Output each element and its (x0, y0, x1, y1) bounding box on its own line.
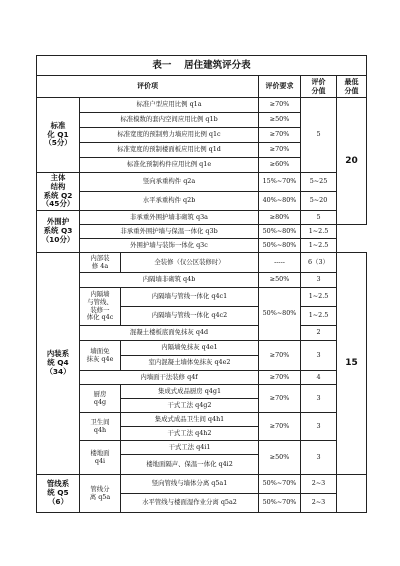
category-q5: 管线系 统 Q5 （6） (37, 475, 80, 513)
item-q4d: 混凝土楼板底面免抹灰 q4d (80, 326, 259, 341)
item-q4e2: 室内混凝土墙体免抹灰 q4e2 (121, 356, 259, 371)
header-min-score: 最低 分值 (337, 76, 367, 98)
item-q4i2: 楼地面隔声、保温一体化 q4i2 (121, 455, 259, 475)
item-q4b: 内隔墙非砌筑 q4b (80, 273, 259, 288)
item-q4i1: 干式工法 q4i1 (121, 441, 259, 455)
score-q4c1: 1~2.5 (301, 288, 337, 307)
item-q5a2: 水平管线与楼面湿作业分离 q5a2 (121, 494, 259, 513)
item-q4g2: 干式工法 q4g2 (121, 399, 259, 413)
item-q4c1: 内隔墙与管线一体化 q4c1 (121, 288, 259, 307)
score-q3b: 1~2.5 (301, 225, 337, 239)
item-q1d: 标准宽度的预制楼面板应用比例 q1d (80, 143, 259, 158)
score-q4b: 3 (301, 273, 337, 288)
req-q5a2: 50%~70% (259, 494, 301, 513)
score-q3c: 1~2.5 (301, 239, 337, 253)
item-q2b: 水平承重构件 q2b (80, 192, 259, 211)
item-q4e1: 内隔墙免抹灰 q4e1 (121, 341, 259, 356)
score-q2b: 5~20 (301, 192, 337, 211)
req-q4a: ----- (259, 253, 301, 273)
req-q4i: ≥50% (259, 441, 301, 475)
item-q1c: 标准宽度的预制剪力墙应用比例 q1c (80, 128, 259, 143)
score-q4a: 6（3） (301, 253, 337, 273)
item-q4c2: 内隔墙与管线一体化 q4c2 (121, 307, 259, 326)
item-q2a: 竖向承重构件 q2a (80, 173, 259, 192)
req-q5a1: 50%~70% (259, 475, 301, 494)
score-q1: 5 (301, 98, 337, 173)
item-q3b: 非承重外围护墙与保温一体化 q3b (80, 225, 259, 239)
item-q4a: 全装修（仅公区装修时） (121, 253, 259, 273)
min-score-q4: 15 (337, 253, 367, 475)
item-q1e: 标准化预制构件应用比例 q1e (80, 158, 259, 173)
req-q4c-q4d: 50%~80% (259, 288, 301, 341)
group-q4c: 内隔墙 与管线、 装修一 体化 q4c (80, 288, 121, 326)
header-item: 评价项 (37, 76, 259, 98)
group-q4i: 楼地面 q4i (80, 441, 121, 475)
req-q2a: 15%~70% (259, 173, 301, 192)
score-q4f: 4 (301, 371, 337, 385)
req-q1b: ≥50% (259, 113, 301, 128)
item-q1a: 标准户型应用比例 q1a (80, 98, 259, 113)
group-q4h: 卫生间 q4h (80, 413, 121, 441)
req-q4h: ≥70% (259, 413, 301, 441)
req-q1c: ≥70% (259, 128, 301, 143)
table-title: 表一 居住建筑评分表 (37, 56, 367, 76)
item-q4h2: 干式工法 q4h2 (121, 427, 259, 441)
req-q1a: ≥70% (259, 98, 301, 113)
req-q4g: ≥70% (259, 385, 301, 413)
min-score-q5 (337, 475, 367, 513)
group-q4a: 内部装 修 4a (80, 253, 121, 273)
req-q2b: 40%~80% (259, 192, 301, 211)
header-requirement: 评价要求 (259, 76, 301, 98)
req-q4f: ≥70% (259, 371, 301, 385)
category-q3: 外围护 系统 Q3 （10分） (37, 211, 80, 253)
category-q2: 主体 结构 系统 Q2 （45分） (37, 173, 80, 211)
score-q4g: 3 (301, 385, 337, 413)
req-q1d: ≥70% (259, 143, 301, 158)
score-q4i: 3 (301, 441, 337, 475)
group-q4e: 墙面免 抹灰 q4e (80, 341, 121, 371)
score-q3a: 5 (301, 211, 337, 225)
item-q3a: 非承重外围护墙非砌筑 q3a (80, 211, 259, 225)
item-q4g1: 集成式成品厨房 q4g1 (121, 385, 259, 399)
req-q3b: 50%~80% (259, 225, 301, 239)
residential-scoring-table (36, 55, 367, 513)
item-q4f: 内墙面干法装修 q4f (80, 371, 259, 385)
group-q5a: 管线分 离 q5a (80, 475, 121, 513)
req-q4e: ≥70% (259, 341, 301, 371)
category-q1: 标准 化 Q1 （5分） (37, 98, 80, 173)
score-q4d: 2 (301, 326, 337, 341)
req-q3a: ≥80% (259, 211, 301, 225)
score-q5a1: 2~3 (301, 475, 337, 494)
req-q1e: ≥60% (259, 158, 301, 173)
min-score-q1-q3: 20 (337, 98, 367, 225)
item-q1b: 标准模数的套内空间应用比例 q1b (80, 113, 259, 128)
score-q4e: 3 (301, 341, 337, 371)
item-q4h1: 集成式成品卫生间 q4h1 (121, 413, 259, 427)
header-score: 评价 分值 (301, 76, 337, 98)
req-q3c: 50%~80% (259, 239, 301, 253)
category-q4: 内装系 统 Q4 （34） (37, 253, 80, 475)
score-q4c2: 1~2.5 (301, 307, 337, 326)
score-q4h: 3 (301, 413, 337, 441)
item-q3c: 外围护墙与装饰一体化 q3c (80, 239, 259, 253)
score-q5a2: 2~3 (301, 494, 337, 513)
req-q4b: ≥50% (259, 273, 301, 288)
score-q2a: 5~25 (301, 173, 337, 192)
item-q5a1: 竖向管线与墙体分离 q5a1 (121, 475, 259, 494)
group-q4g: 厨房 q4g (80, 385, 121, 413)
